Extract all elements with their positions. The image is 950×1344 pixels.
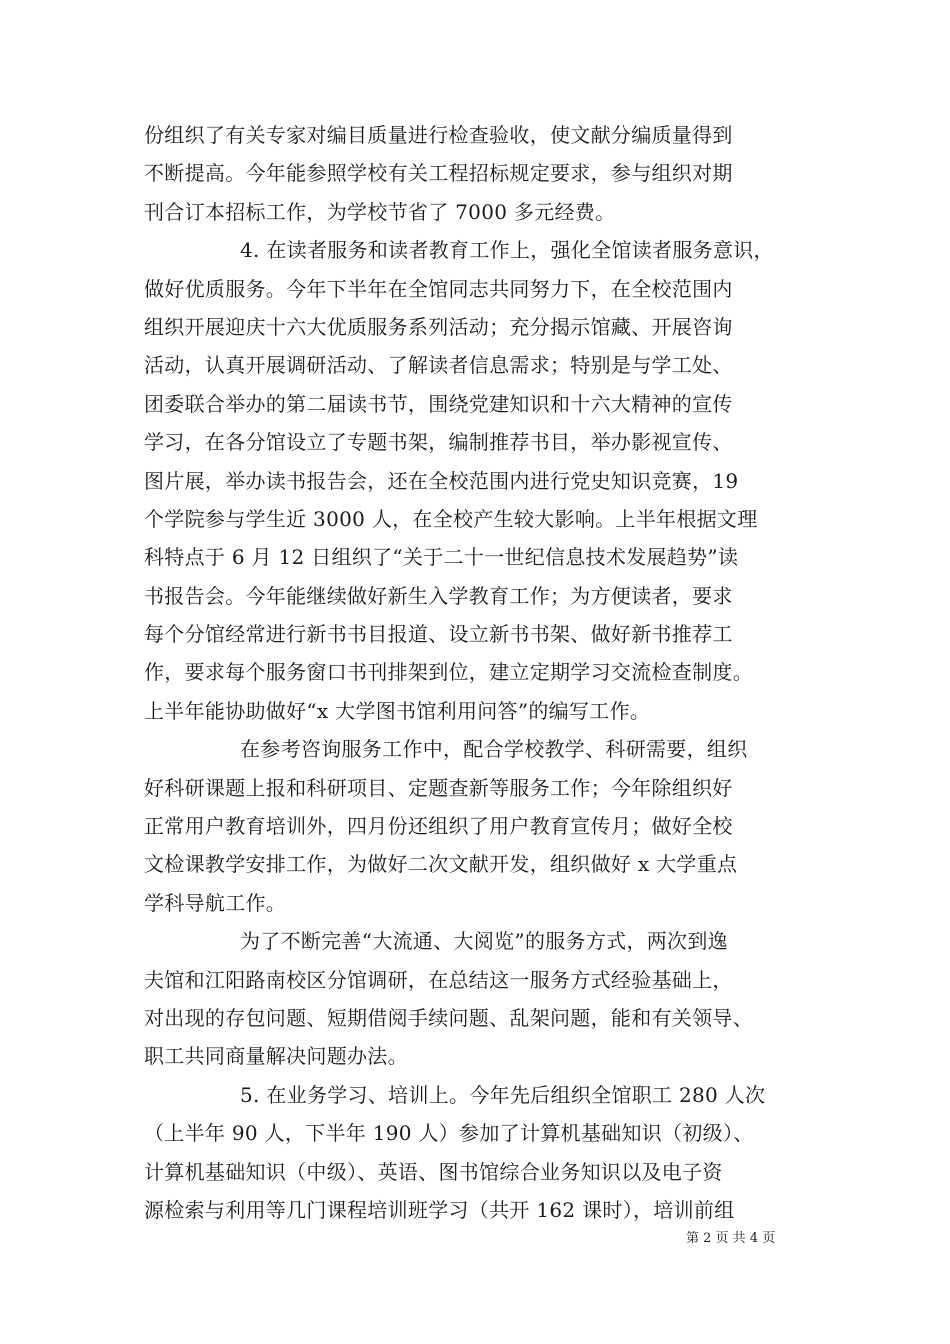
text-line: 刊合订本招标工作，为学校节省了 7000 多元经费。	[144, 199, 616, 224]
text-line: 活动，认真开展调研活动、了解读者信息需求；特别是与学工处、	[144, 353, 733, 378]
text-line: 正常用户教育培训外，四月份还组织了用户教育宣传月；做好全校	[144, 814, 733, 839]
text-line: 上半年能协助做好“x 大学图书馆利用问答”的编写工作。	[144, 698, 651, 723]
page-number: 第 2 页 共 4 页	[686, 1231, 776, 1246]
text-line: 计算机基础知识（中级）、英语、图书馆综合业务知识以及电子资	[144, 1159, 723, 1184]
text-line: 源检索与利用等几门课程培训班学习（共开 162 课时），培训前组	[144, 1197, 735, 1222]
text-line: 好科研课题上报和科研项目、定题查新等服务工作；今年除组织好	[144, 775, 733, 800]
paragraph-reader-services	[144, 231, 814, 730]
text-line: 对出现的存包问题、短期借阅手续问题、乱架问题，能和有关领导、	[144, 1005, 753, 1030]
text-line: 文检课教学安排工作，为做好二次文献开发，组织做好 x 大学重点	[144, 852, 738, 877]
text-line: 个学院参与学生近 3000 人，在全校产生较大影响。上半年根据文理	[144, 506, 758, 531]
text-line: 团委联合举办的第二届读书节，围绕党建知识和十六大精神的宣传	[144, 391, 733, 416]
text-line: 组织开展迎庆十六大优质服务系列活动；充分揭示馆藏、开展咨询	[144, 314, 733, 339]
text-line: 学科导航工作。	[144, 890, 287, 915]
paragraph-cataloging-continued	[144, 116, 814, 231]
paragraph-reference-services	[144, 730, 814, 922]
text-line: 不断提高。今年能参照学校有关工程招标规定要求，参与组织对期	[144, 161, 733, 186]
text-line: 5. 在业务学习、培训上。今年先后组织全馆职工 280 人次	[240, 1082, 766, 1107]
text-line: 职工共同商量解决问题办法。	[144, 1044, 408, 1069]
document-body	[144, 116, 814, 1229]
text-line: 夫馆和江阳路南校区分馆调研，在总结这一服务方式经验基础上，	[144, 967, 733, 992]
text-line: 作，要求每个服务窗口书刊排架到位，建立定期学习交流检查制度。	[144, 660, 753, 685]
text-line: 科特点于 6 月 12 日组织了“关于二十一世纪信息技术发展趋势”读	[144, 545, 739, 570]
text-line: 份组织了有关专家对编目质量进行检查验收，使文献分编质量得到	[144, 123, 733, 147]
text-line: 书报告会。今年能继续做好新生入学教育工作；为方便读者，要求	[144, 583, 733, 608]
text-line: （上半年 90 人，下半年 190 人）参加了计算机基础知识（初级）、	[144, 1121, 754, 1146]
text-line: 学习，在各分馆设立了专题书架，编制推荐书目，举办影视宣传、	[144, 430, 733, 455]
text-line: 图片展，举办读书报告会，还在全校范围内进行党史知识竞赛，19	[144, 468, 739, 493]
paragraph-circulation-reading	[144, 922, 814, 1076]
text-line: 4. 在读者服务和读者教育工作上，强化全馆读者服务意识，	[240, 238, 774, 263]
text-line: 做好优质服务。今年下半年在全馆同志共同努力下，在全校范围内	[144, 276, 733, 301]
text-line: 为了不断完善“大流通、大阅览”的服务方式，两次到逸	[240, 929, 728, 954]
paragraph-training	[144, 1076, 814, 1230]
text-line: 在参考咨询服务工作中，配合学校教学、科研需要，组织	[240, 737, 748, 762]
text-line: 每个分馆经常进行新书书目报道、设立新书书架、做好新书推荐工	[144, 622, 733, 647]
